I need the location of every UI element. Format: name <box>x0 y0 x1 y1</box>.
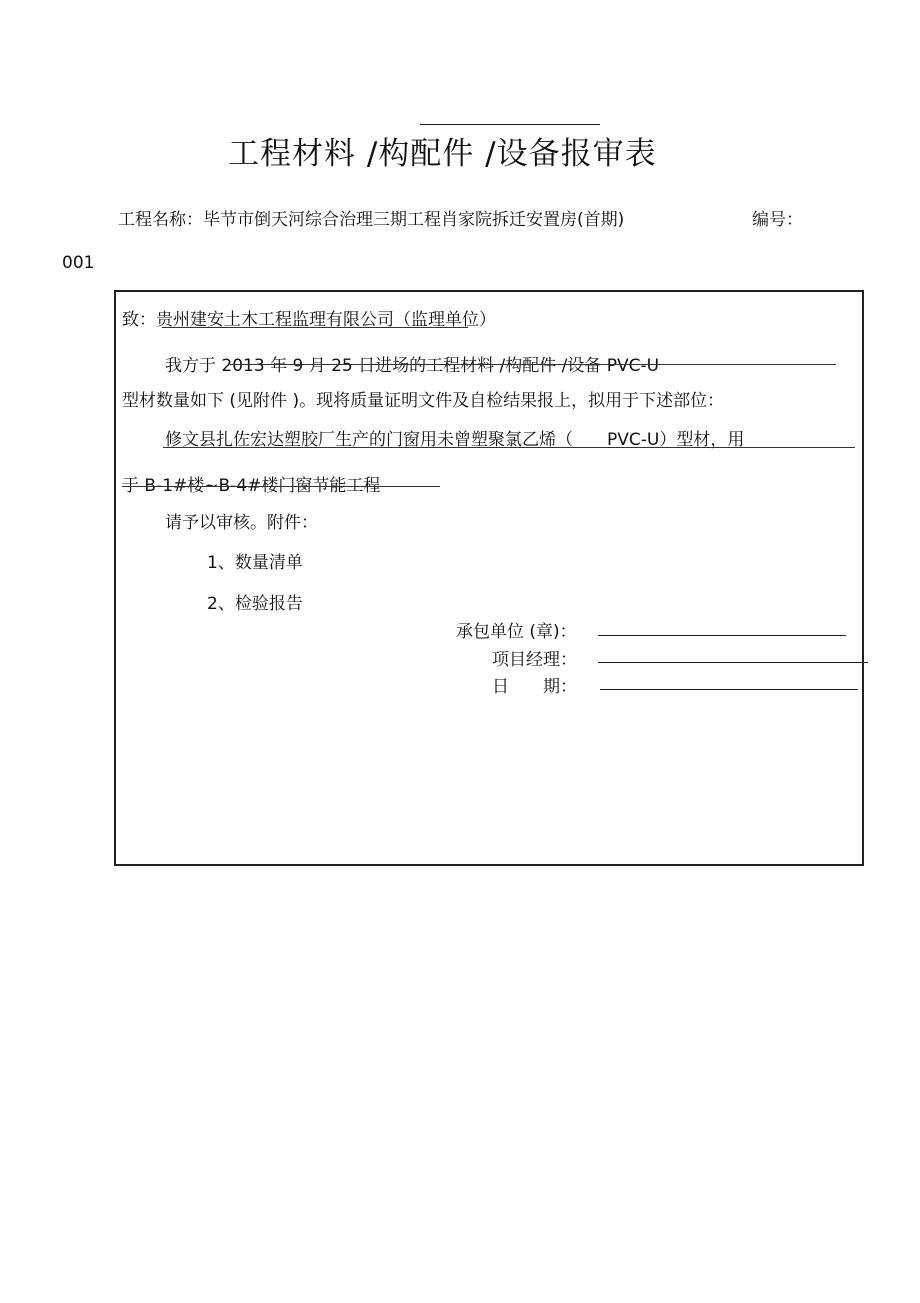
addressee-underline <box>162 327 468 328</box>
date-label: 日 期： <box>492 677 577 697</box>
project-manager-field[interactable] <box>598 662 868 663</box>
title-overline <box>420 124 600 125</box>
date-field[interactable] <box>600 689 858 690</box>
contractor-seal-label: 承包单位 (章)： <box>456 622 577 642</box>
paragraph-material-source: 修文县扎佐宏达塑胶厂生产的门窗用未曾塑聚氯乙烯（ PVC-U）型材，用 <box>165 430 745 450</box>
material-source-underline <box>163 447 855 448</box>
contractor-seal-field[interactable] <box>598 635 846 636</box>
serial-number-label: 编号： <box>752 210 803 230</box>
paragraph-quantity: 型材数量如下 (见附件 )。现将质量证明文件及自检结果报上，拟用于下述部位： <box>122 391 725 411</box>
paragraph-review-request: 请予以审核。附件： <box>165 513 318 533</box>
usage-location-rule <box>122 486 440 487</box>
document-title: 工程材料 /构配件 /设备报审表 <box>228 136 657 172</box>
project-name: 工程名称：毕节市倒天河综合治理三期工程肖家院拆迁安置房(首期) <box>118 210 625 230</box>
attachment-item: 1、数量清单 <box>207 553 303 573</box>
form-box <box>114 290 864 866</box>
attachment-item: 2、检验报告 <box>207 594 303 614</box>
serial-number-value: 001 <box>62 253 95 273</box>
addressee-line: 致：贵州建安土木工程监理有限公司（监理单位） <box>122 310 496 330</box>
paragraph-entry-date: 我方于 2013 年 9 月 25 日进场的工程材料 /构配件 /设备 PVC-U <box>165 356 660 376</box>
entry-line-rule <box>230 364 836 365</box>
paragraph-usage-location: 于 B-1#楼~B-4#楼门窗节能工程 <box>122 476 381 496</box>
project-manager-label: 项目经理： <box>492 650 577 670</box>
